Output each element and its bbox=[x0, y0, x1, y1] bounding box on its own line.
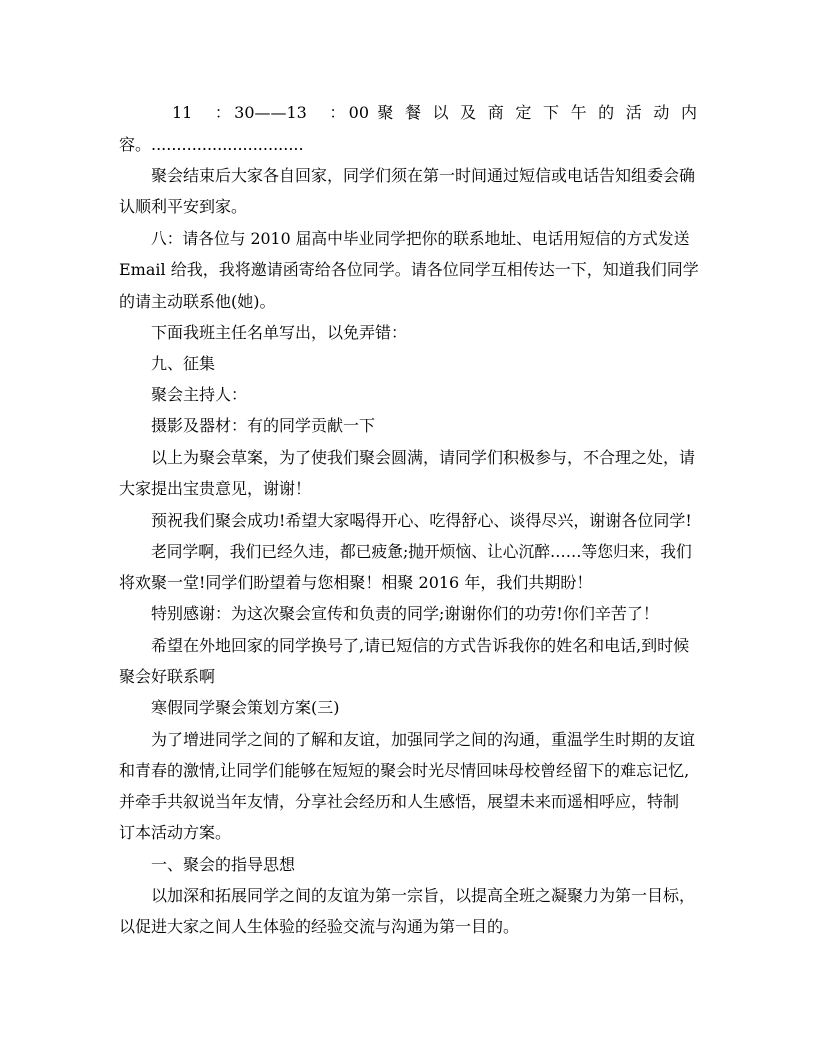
paragraph-line-timeline: 11 ：30——13 ：00 聚 餐 以 及 商 定 下 午 的 活 动 内 bbox=[172, 103, 697, 122]
paragraph-line: 容。.............................. bbox=[119, 135, 304, 154]
paragraph-line: 特别感谢：为这次聚会宣传和负责的同学;谢谢你们的功劳!你们辛苦了！ bbox=[151, 604, 659, 623]
paragraph-line: 大家提出宝贵意见，谢谢！ bbox=[119, 479, 312, 498]
paragraph-line: 以促进大家之间人生体验的经验交流与沟通为第一目的。 bbox=[119, 917, 520, 936]
paragraph-line: 的请主动联系他(她)。 bbox=[119, 292, 276, 311]
paragraph-line: 聚会结束后大家各自回家，同学们须在第一时间通过短信或电话告知组委会确 bbox=[151, 166, 696, 185]
paragraph-line: 希望在外地回家的同学换号了,请已短信的方式告诉我你的姓名和电话,到时候 bbox=[151, 636, 690, 655]
paragraph-line: 八：请各位与 2010 届高中毕业同学把你的联系地址、电话用短信的方式发送 bbox=[151, 229, 690, 248]
paragraph-line: 老同学啊，我们已经久违，都已疲惫;抛开烦恼、让心沉醉……等您归来，我们 bbox=[151, 542, 692, 561]
paragraph-line: 聚会好联系啊 bbox=[119, 667, 216, 686]
section-heading: 九、征集 bbox=[151, 354, 216, 373]
paragraph-line: 并牵手共叙说当年友情，分享社会经历和人生感悟，展望未来而遥相呼应，特制 bbox=[119, 792, 680, 811]
paragraph-line: 下面我班主任名单写出，以免弄错： bbox=[151, 323, 408, 342]
document-title: 寒假同学聚会策划方案(三) bbox=[151, 698, 340, 717]
paragraph-line: 为了增进同学之间的了解和友谊，加强同学之间的沟通，重温学生时期的友谊 bbox=[151, 730, 696, 749]
paragraph-line: 订本活动方案。 bbox=[119, 823, 232, 842]
paragraph-line: 认顺利平安到家。 bbox=[119, 197, 248, 216]
paragraph-line: 预祝我们聚会成功!希望大家喝得开心、吃得舒心、谈得尽兴，谢谢各位同学! bbox=[151, 511, 692, 530]
paragraph-line: 摄影及器材：有的同学贡献一下 bbox=[151, 416, 376, 435]
paragraph-line: 和青春的激情,让同学们能够在短短的聚会时光尽情回味母校曾经留下的难忘记忆, bbox=[119, 761, 690, 780]
paragraph-line: 聚会主持人： bbox=[151, 385, 248, 404]
section-heading: 一、聚会的指导思想 bbox=[151, 855, 296, 874]
paragraph-line: 以上为聚会草案，为了使我们聚会圆满，请同学们积极参与，不合理之处，请 bbox=[151, 448, 696, 467]
paragraph-line: 将欢聚一堂!同学们盼望着与您相聚！相聚 2016 年，我们共期盼！ bbox=[119, 573, 593, 592]
paragraph-line: 以加深和拓展同学之间的友谊为第一宗旨，以提高全班之凝聚力为第一目标， bbox=[151, 886, 696, 905]
paragraph-line: Email 给我，我将邀请函寄给各位同学。请各位同学互相传达一下，知道我们同学 bbox=[119, 260, 699, 279]
